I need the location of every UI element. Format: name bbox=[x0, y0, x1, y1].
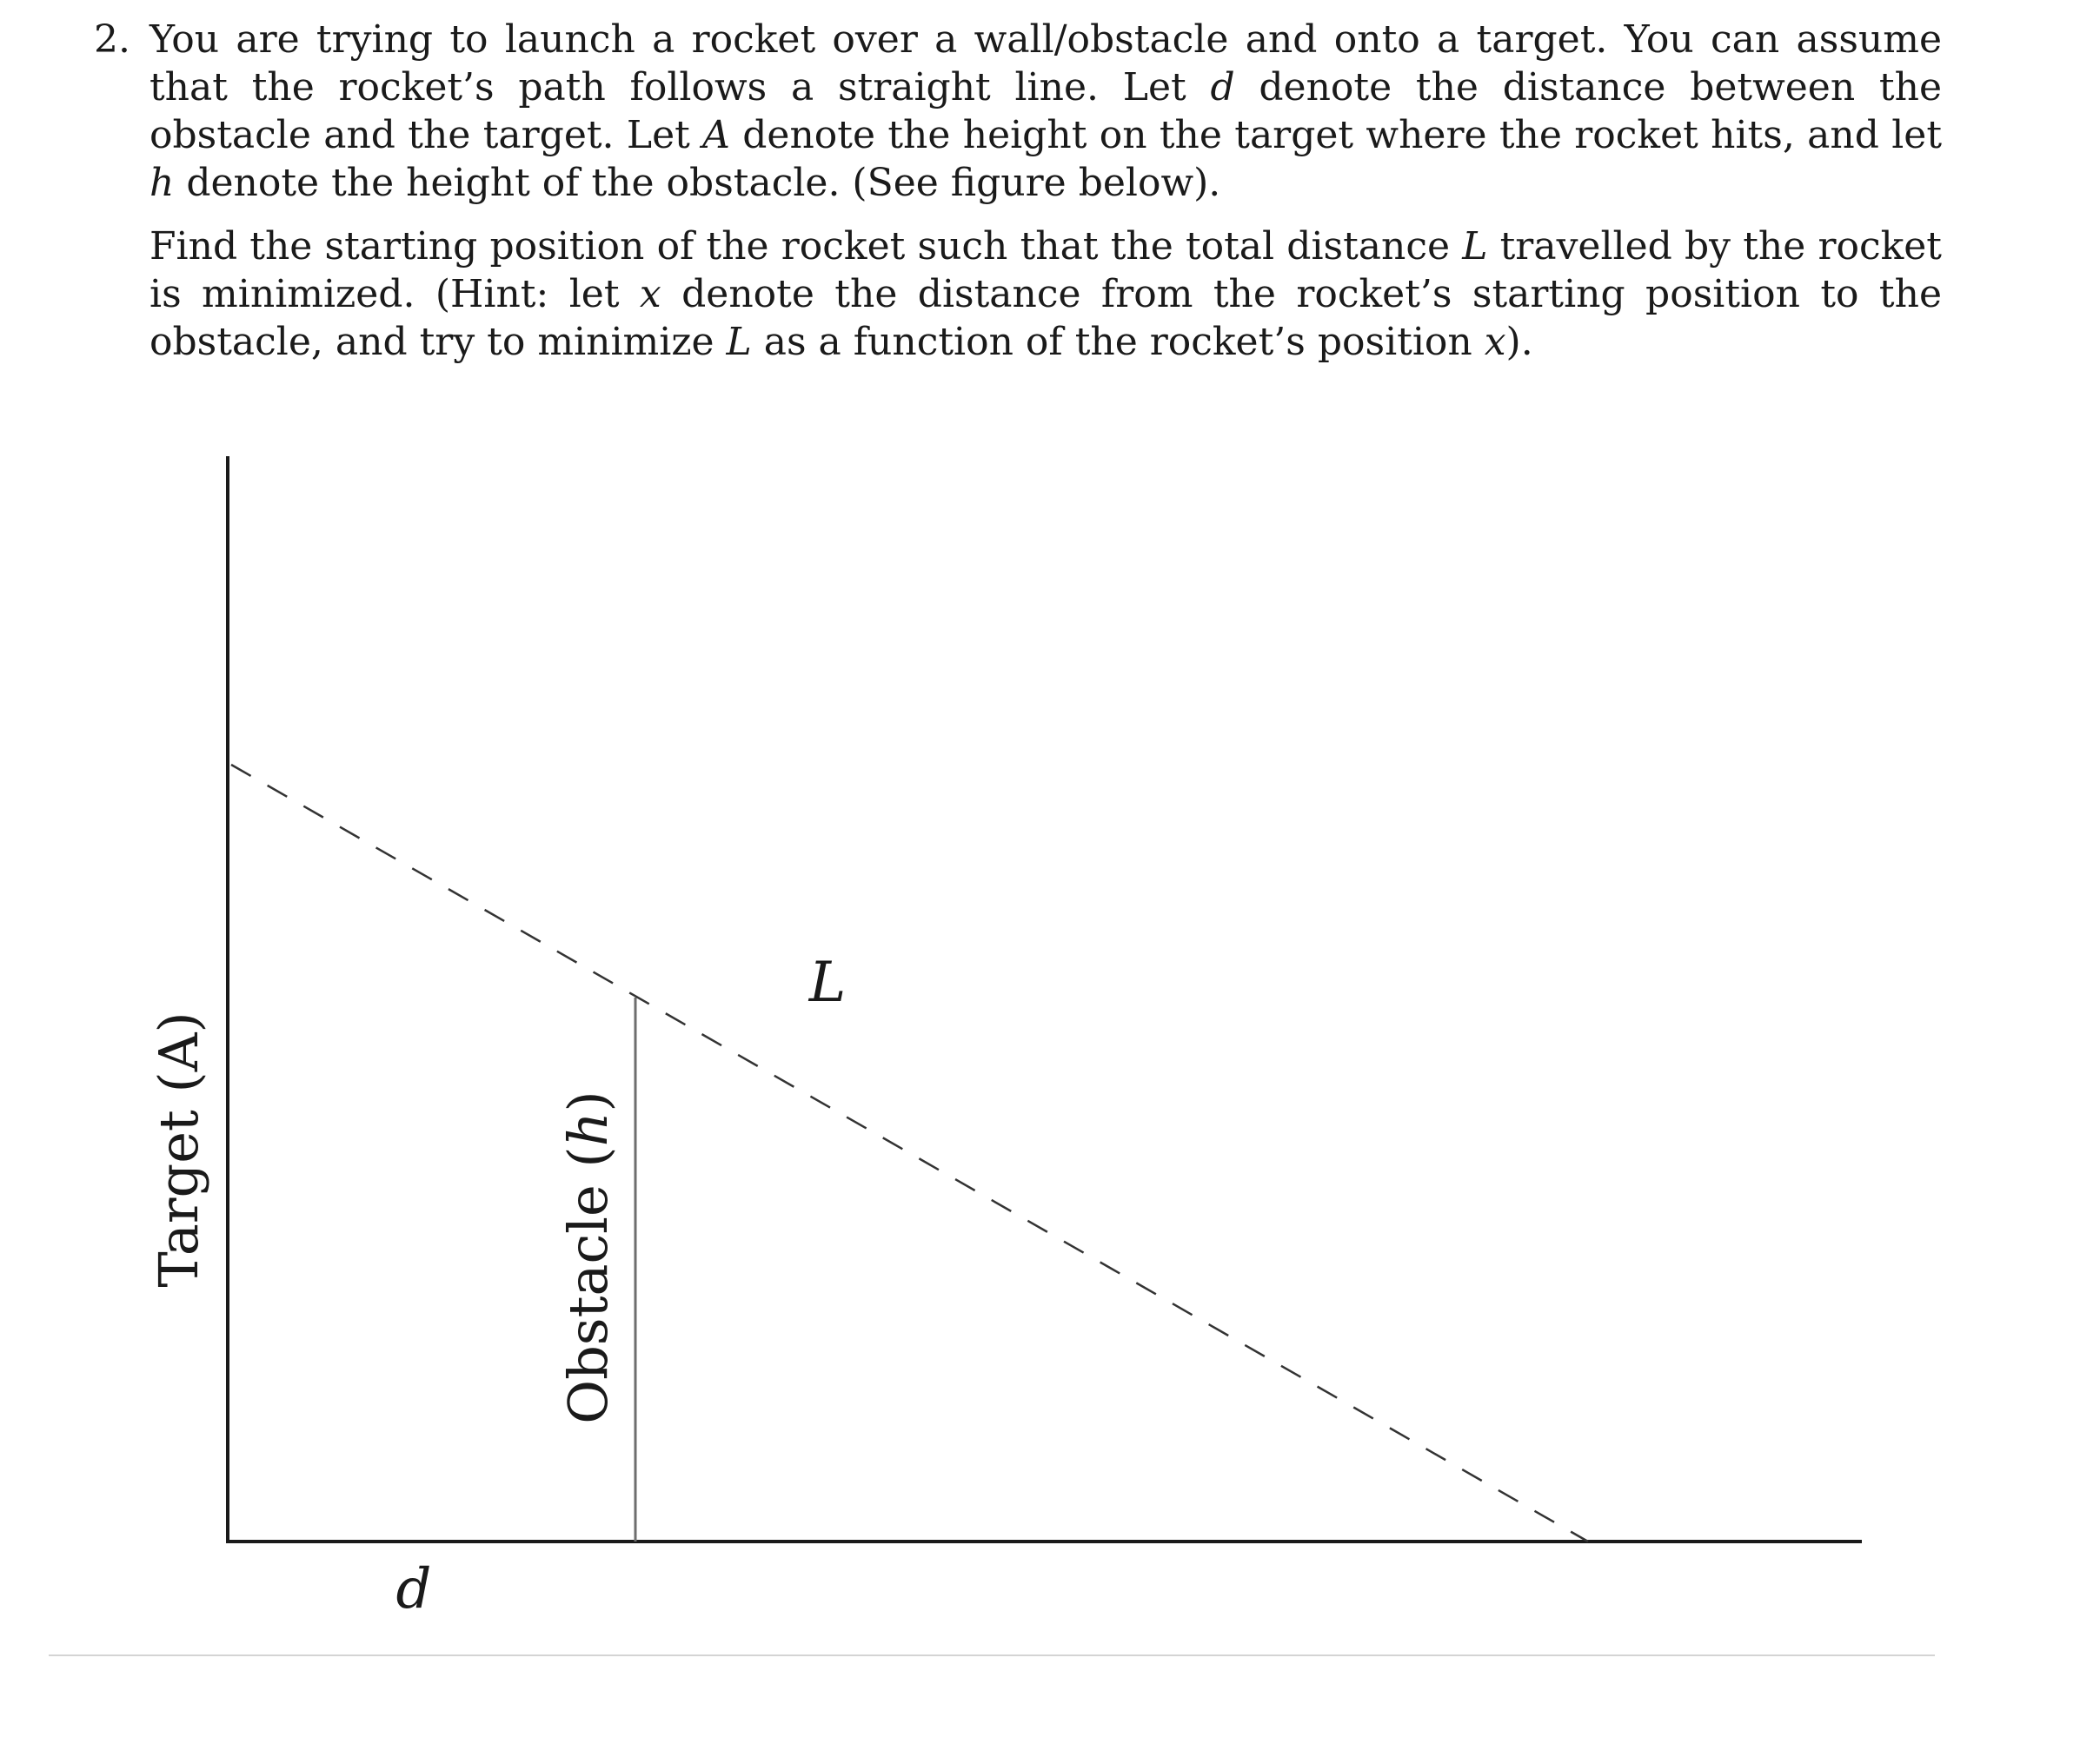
problem-number: 2. bbox=[94, 17, 130, 62]
math-variable: d bbox=[1210, 65, 1235, 109]
math-variable: A bbox=[702, 113, 730, 157]
divider bbox=[49, 1654, 1935, 1656]
target-label: Target (A) bbox=[147, 1011, 210, 1288]
math-variable: x bbox=[1484, 320, 1506, 364]
text-run: Find the starting position of the rocket such that the total distance bbox=[150, 224, 1463, 269]
math-variable: x bbox=[639, 272, 661, 316]
text-run: denote the distance from the rocket’s starting position to the obstacle, and try to minimize bbox=[150, 272, 1942, 364]
text-run: denote the distance between the obstacle and the target. Let bbox=[150, 65, 1942, 157]
path-label: L bbox=[808, 951, 847, 1015]
rocket-path bbox=[231, 765, 1588, 1542]
math-variable: L bbox=[726, 320, 752, 364]
text-run: You are trying to launch a rocket over a wall/obstacle and onto a target. You can assume that the rocket’s path follows a straight line. Let bbox=[150, 17, 1942, 109]
text-run: travelled by the rocket is minimized. (Hint: let bbox=[150, 224, 1942, 316]
text-run: denote the height on the target where the rocket hits, and let bbox=[729, 113, 1943, 157]
text-run: ). bbox=[1505, 320, 1533, 364]
obstacle-label: Obstacle (h) bbox=[556, 1091, 620, 1424]
distance-label: d bbox=[395, 1557, 432, 1621]
text-run: denote the height of the obstacle. (See figure below). bbox=[174, 161, 1221, 205]
math-variable: h bbox=[150, 161, 175, 205]
text-run: as a function of the rocket’s position bbox=[751, 320, 1485, 364]
math-variable: L bbox=[1462, 224, 1488, 269]
